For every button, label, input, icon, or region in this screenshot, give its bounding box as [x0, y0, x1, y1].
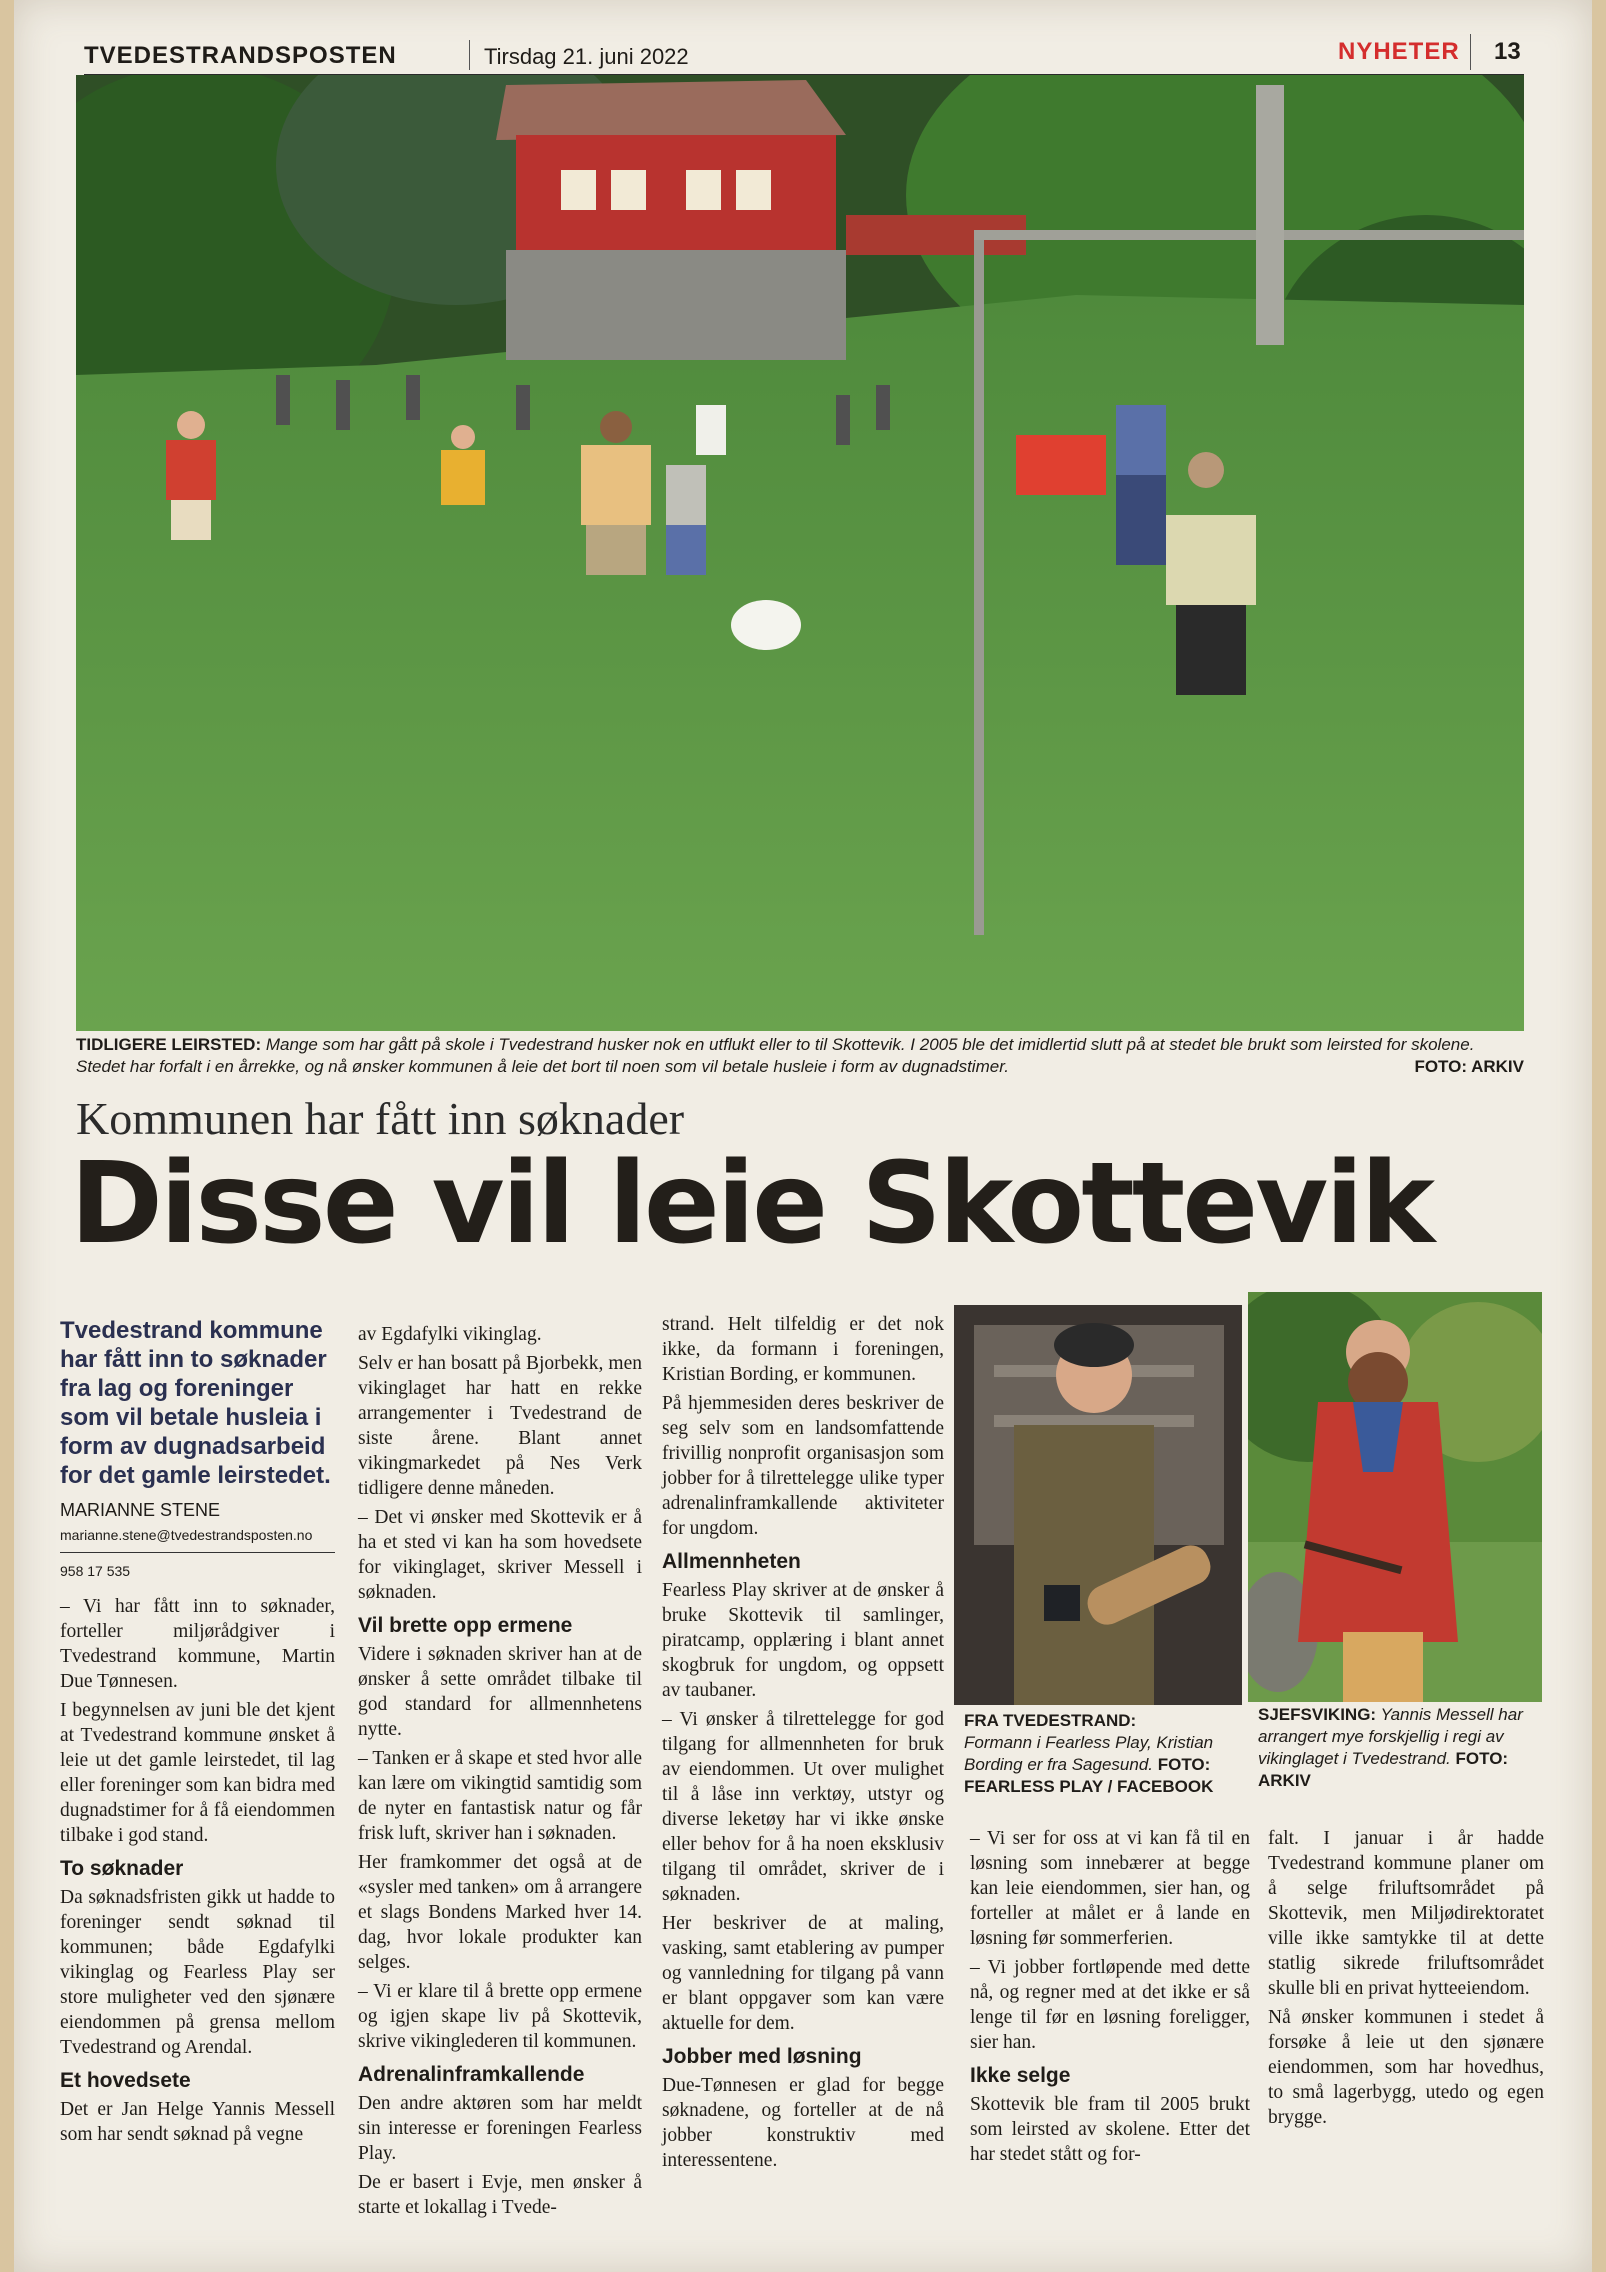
paragraph: I begynnelsen av juni ble det kjent at Tvedestrand kommune ønsket å leie ut det gamle leirstedet, til lag eller foreninger som kan bidra med dugnadstimer for å få eiendommen tilbake i god stand.: [60, 1700, 335, 1846]
paragraph: Videre i søknaden skriver han at de ønsker å sette området tilbake til god standard for allmennhetens nytte.: [358, 1644, 642, 1740]
paragraph: Selv er han bosatt på Bjorbekk, men vikinglaget har hatt en rekke arrangementer i Tvedestrand de siste årene. Blant annet vikingmarkedet på Nes Verk tidligere denne måneden.: [358, 1353, 642, 1499]
paragraph: På hjemmesiden deres beskriver de seg selv som en landsomfattende frivillig nonprofit organisasjon som jobber for å tilrettelegge ulike typer adrenalinframkallende aktiviteter for ungdom.: [662, 1393, 944, 1539]
article-column-5: [1268, 1826, 1544, 2134]
author: MARIANNE STENE: [60, 1500, 221, 1520]
photo-yannis-messell: [1248, 1292, 1542, 1702]
caption-label: FRA TVEDESTRAND:: [964, 1711, 1137, 1730]
main-photo-caption: [76, 1034, 1524, 1078]
paragraph: Nå ønsker kommunen i stedet å forsøke å leie ut den sjønære eiendommen, som har hovedhus, to små lagerbygg, utedo og egen brygge.: [1268, 2007, 1544, 2128]
paragraph: Den andre aktøren som har meldt sin interesse er foreningen Fearless Play.: [358, 2093, 642, 2164]
paragraph: – Vi er klare til å brette opp ermene og igjen skape liv på Skottevik, skrive vikinglederen til kommunen.: [358, 1981, 642, 2052]
issue-date: Tirsdag 21. juni 2022: [484, 44, 689, 69]
paragraph: – Vi har fått inn to søknader, forteller miljørådgiver i Tvedestrand kommune, Martin Due Tønnesen.: [60, 1596, 335, 1692]
caption-label: TIDLIGERE LEIRSTED:: [76, 1035, 262, 1054]
caption-text: Formann i Fearless Play, Kristian Bording er fra Sagesund.: [964, 1733, 1214, 1774]
paper-name: TVEDESTRANDSPOSTEN: [84, 42, 397, 69]
photo-caption-right: [1258, 1704, 1542, 1792]
header-divider: [469, 40, 470, 70]
section-label: NYHETER: [1338, 38, 1460, 65]
subheading: Jobber med løsning: [662, 2045, 862, 2068]
paragraph: Fearless Play skriver at de ønsker å bruke Skottevik til samlinger, piratcamp, opplæring i blant annet skogbruk for ungdom, og oppsett av taubaner.: [662, 1580, 944, 1701]
subheading: Ikke selge: [970, 2064, 1071, 2087]
subheading: To søknader: [60, 1857, 184, 1880]
paragraph: De er basert i Evje, men ønsker å starte et lokallag i Tvede-: [358, 2172, 642, 2218]
subheading: Et hovedsete: [60, 2069, 191, 2092]
paragraph: av Egdafylki vikinglag.: [358, 1324, 542, 1345]
photo-credit: FOTO: ARKIV: [1414, 1057, 1524, 1076]
paragraph: strand. Helt tilfeldig er det nok ikke, da formann i foreningen, Kristian Bording, er kommunen.: [662, 1314, 944, 1385]
subheading: Allmennheten: [662, 1550, 801, 1573]
paragraph: – Vi ser for oss at vi kan få til en løsning som innebærer at begge kan leie eiendommen, sier han, og forteller at målet er å lande en løsning før sommerferien.: [970, 1828, 1250, 1949]
subheading: Adrenalinframkallende: [358, 2063, 585, 2086]
photo-credit: FOTO: FEARLESS PLAY / FACEBOOK: [964, 1755, 1214, 1796]
headline: Disse vil leie Skottevik: [70, 1139, 1433, 1269]
kicker: Kommunen har fått inn søknader: [76, 1093, 685, 1144]
page-number: 13: [1494, 38, 1521, 65]
article-column-3: [662, 1312, 944, 2177]
paragraph: Da søknadsfristen gikk ut hadde to foreninger sendt søknad til kommunen; både Egdafylki vikinglag og Fearless Play ser store muligheter ved den sjønære eiendommen på grensa mellom Tvedestrand og Arendal.: [60, 1887, 335, 2058]
main-photo-football-field: [76, 75, 1524, 1031]
lead-paragraph: Tvedestrand kommune har fått inn to søknader fra lag og foreninger som vil betale husleia i form av dugnadsarbeid for det gamle leirstedet.: [60, 1317, 331, 1489]
photo-caption-left: [964, 1710, 1244, 1798]
paragraph: Due-Tønnesen er glad for begge søknadene, og forteller at de nå jobber konstruktiv med interessentene.: [662, 2075, 944, 2171]
article-column-1: [60, 1316, 335, 2151]
paragraph: Det er Jan Helge Yannis Messell som har sendt søknad på vegne: [60, 2099, 335, 2145]
paragraph: falt. I januar i år hadde Tvedestrand kommune planer om å selge friluftsområdet på Skottevik, men Miljødirektoratet ville ikke samtykke til at dette statlig sikrede friluftsområdet skulle bli en privat hytteeiendom.: [1268, 1828, 1544, 1999]
paragraph: – Vi jobber fortløpende med dette nå, og regner med at det ikke er så lenge til før en løsning foreligger, sier han.: [970, 1957, 1250, 2053]
paragraph: Skottevik ble fram til 2005 brukt som leirsted av skolene. Etter det har stedet stått og for-: [970, 2094, 1250, 2165]
paragraph: Her framkommer det også at de «sysler med tanken» om å arrangere et slags Bondens Marked hver 14. dag, hvor lokale produkter kan selges.: [358, 1852, 642, 1973]
caption-label: SJEFSVIKING:: [1258, 1705, 1377, 1724]
caption-text: Mange som har gått på skole i Tvedestrand husker nok en utflukt eller to til Skottevik. I 2005 ble det imidlertid slutt på at stedet ble brukt som leirsted for skolene. Stedet har forfalt i en årrekke, og nå ønsker kommunen å leie det bort til noen som vil betale husleie i form av dugnadstimer.: [76, 1035, 1475, 1076]
article-column-2: [358, 1322, 642, 2224]
subheading: Vil brette opp ermene: [358, 1614, 573, 1637]
paragraph: – Tanken er å skape et sted hvor alle kan lære om vikingtid samtidig som de nyter en fantastisk natur og får frisk luft, skriver han i søknaden.: [358, 1748, 642, 1844]
paragraph: – Det vi ønsker med Skottevik er å ha et sted vi kan ha som hovedsete for vikinglaget, skriver Messell i søknaden.: [358, 1507, 642, 1603]
page-header: [84, 28, 1524, 76]
author-phone: 958 17 535: [60, 1563, 131, 1579]
paragraph: – Vi ønsker å tilrettelegge for god tilgang for allmennheten for bruk av eiendommen. Ut over mulighet til å låse inn verktøy, utstyr og diverse leketøy har vi ikke ønske eller behov for å ha noen eksklusiv tilgang til området, skriver de i søknaden.: [662, 1709, 944, 1905]
article-column-4: [970, 1826, 1250, 2171]
photo-kristian-bording: [954, 1305, 1242, 1705]
photo-credit: FOTO: ARKIV: [1258, 1749, 1509, 1790]
author-email: marianne.stene@tvedestrandsposten.no: [60, 1523, 335, 1553]
paragraph: Her beskriver de at maling, vasking, samt etablering av pumper og vannledning for tilgang på vann er blant oppgaver som kan være aktuelle for dem.: [662, 1913, 944, 2034]
header-divider: [1470, 34, 1471, 70]
caption-text: Yannis Messell har arrangert mye forskjellig i regi av vikinglaget i Tvedestrand.: [1258, 1705, 1523, 1768]
